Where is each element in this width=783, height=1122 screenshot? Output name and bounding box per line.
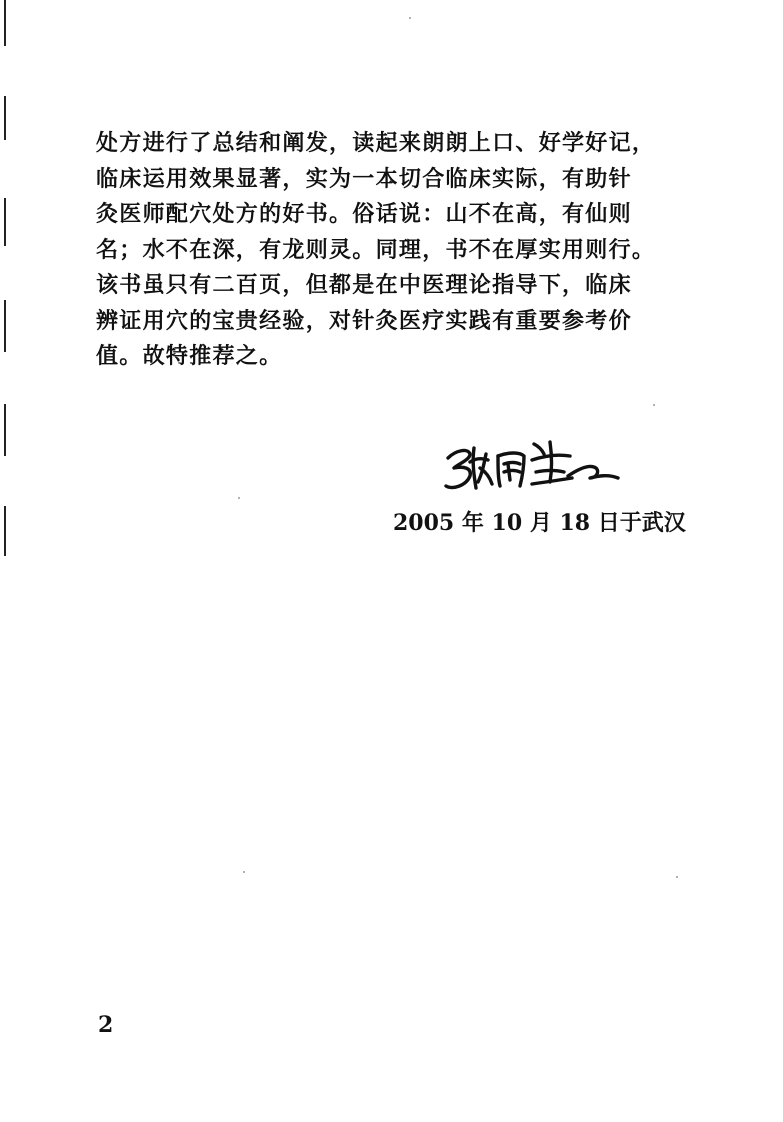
body-line: 灸医师配穴处方的好书。俗话说：山不在高，有仙则 xyxy=(96,201,632,227)
binding-mark xyxy=(4,96,6,140)
binding-mark xyxy=(4,0,6,46)
scan-speck xyxy=(409,17,411,19)
body-line: 辨证用穴的宝贵经验，对针灸医疗实践有重要参考价 xyxy=(96,307,632,334)
body-paragraph xyxy=(96,126,696,375)
scan-speck xyxy=(238,497,240,499)
body-line: 临床运用效果显著，实为一本切合临床实际，有助针 xyxy=(96,165,632,192)
scan-speck xyxy=(676,876,678,878)
page-number: 2 xyxy=(98,1012,114,1038)
body-line: 名；水不在深，有龙则灵。同理，书不在厚实用则行。 xyxy=(96,236,656,263)
handwritten-signature xyxy=(440,428,630,498)
binding-mark xyxy=(4,506,6,556)
body-line: 处方进行了总结和阐发，读起来朗朗上口、好学好记， xyxy=(96,130,656,156)
body-line: 该书虽只有二百页，但都是在中医理论指导下，临床 xyxy=(96,272,632,298)
binding-mark xyxy=(4,300,6,352)
binding-mark xyxy=(4,404,6,456)
scan-speck xyxy=(243,871,245,873)
date-place: 2005 年 10 月 18 日于武汉 xyxy=(393,510,686,536)
scan-speck xyxy=(653,404,655,406)
body-line: 值。故特推荐之。 xyxy=(96,343,283,369)
binding-mark xyxy=(4,198,6,246)
